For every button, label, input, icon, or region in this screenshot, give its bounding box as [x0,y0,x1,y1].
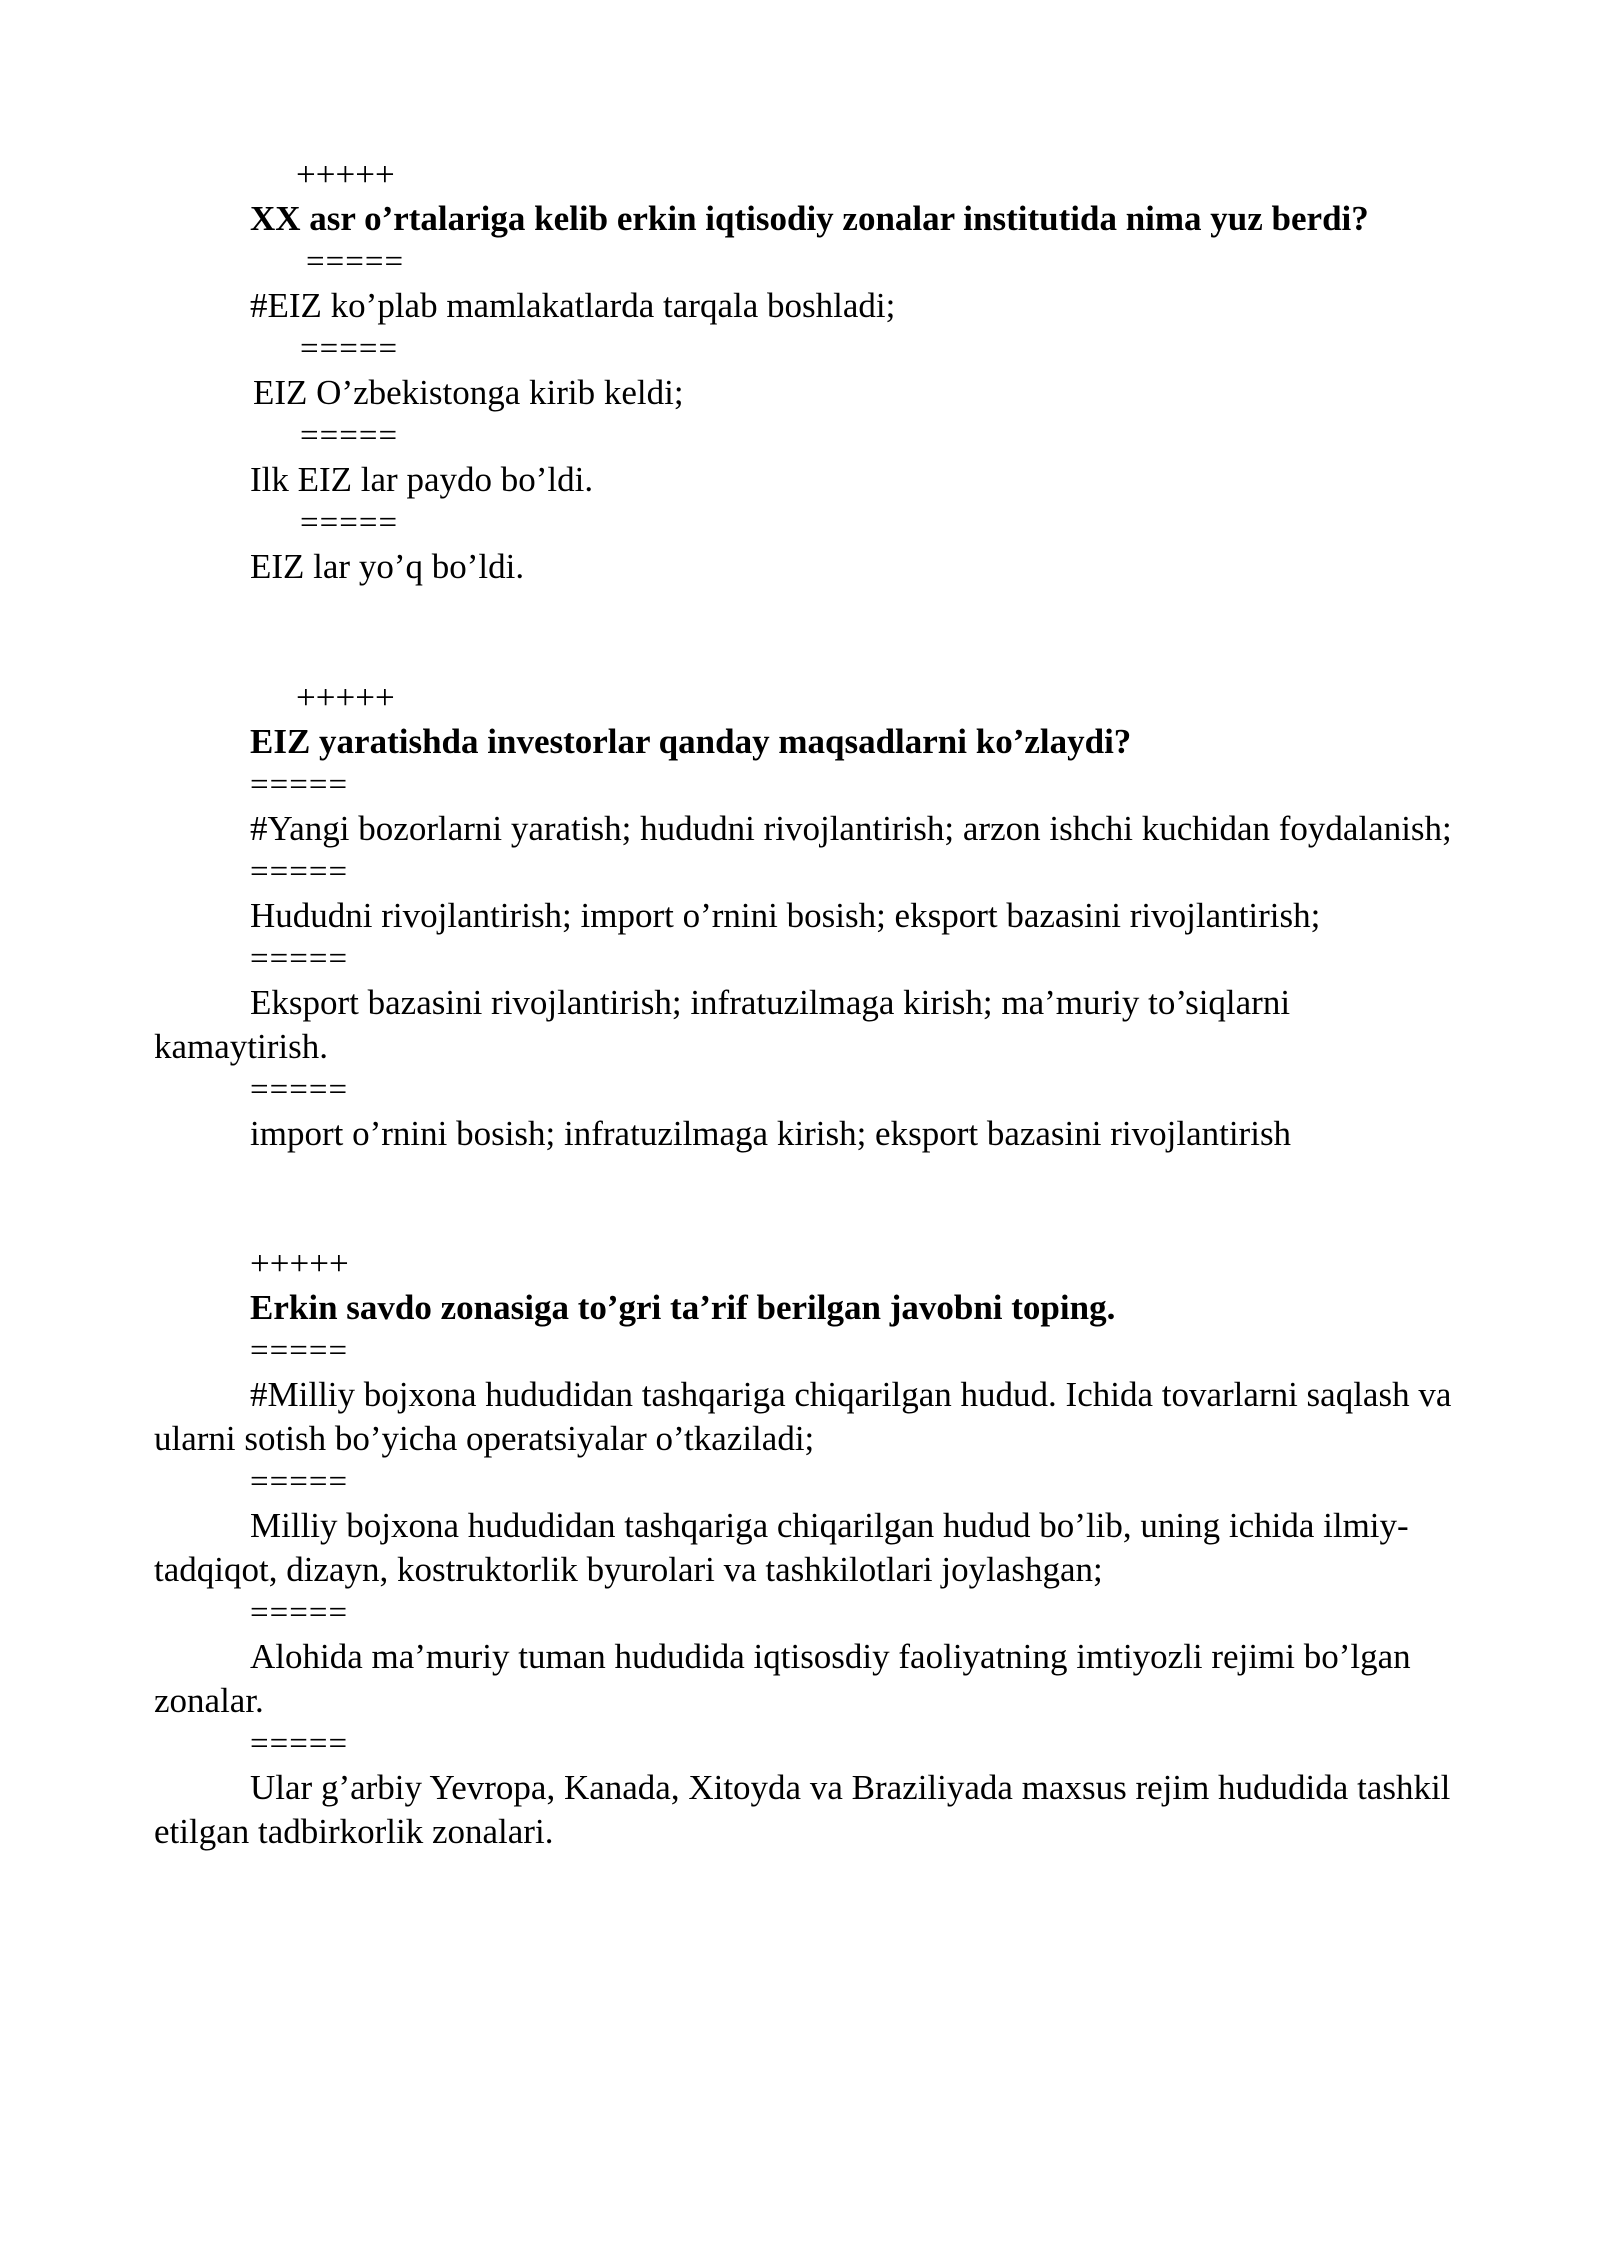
answer-option: EIZ lar yo’q bo’ldi. [250,547,525,586]
answer-separator: ===== [250,1333,349,1369]
question-marker: +++++ [250,1244,349,1283]
question-title: EIZ yaratishda investorlar qanday maqsadlarni ko’zlaydi? [250,722,1132,761]
answer-option: Alohida ma’muriy tuman hududida iqtisosdiy faoliyatning imtiyozli rejimi bo’lgan zonalar. [154,1637,1411,1720]
question-marker: +++++ [296,155,395,194]
question-block-1 [154,153,1454,589]
question-marker: +++++ [296,678,395,717]
answer-option: Hududni rivojlantirish; import o’rnini bosish; eksport bazasini rivojlantirish; [250,896,1321,935]
answer-separator: ===== [300,418,399,454]
answer-option: Ular g’arbiy Yevropa, Kanada, Xitoyda va Braziliyada maxsus rejim hududida tashkil etilgan tadbirkorlik zonalari. [154,1768,1451,1851]
answer-option: Ilk EIZ lar paydo bo’ldi. [250,460,594,499]
answer-separator: ===== [306,244,405,280]
answer-separator: ===== [250,1464,349,1500]
answer-separator: ===== [250,941,349,977]
answer-separator: ===== [250,767,349,803]
answer-option: Milliy bojxona hududidan tashqariga chiqarilgan hudud bo’lib, uning ichida ilmiy- tadqiqot, dizayn, kostruktorlik byurolari va tashkilotlari joylashgan; [154,1506,1409,1589]
answer-separator: ===== [300,331,399,367]
answer-option: #Milliy bojxona hududidan tashqariga chiqarilgan hudud. Ichida tovarlarni saqlash va ularni sotish bo’yicha operatsiyalar o’tkaziladi; [154,1375,1452,1458]
answer-option: Eksport bazasini rivojlantirish; infratuzilmaga kirish; ma’muriy to’siqlarni kamaytirish. [154,983,1291,1066]
answer-separator: ===== [250,1726,349,1762]
answer-option: import o’rnini bosish; infratuzilmaga kirish; eksport bazasini rivojlantirish [250,1114,1292,1153]
question-title: XX asr o’rtalariga kelib erkin iqtisodiy zonalar institutida nima yuz berdi? [250,199,1369,238]
answer-separator: ===== [250,1072,349,1108]
question-title: Erkin savdo zonasiga to’gri ta’rif berilgan javobni toping. [250,1288,1116,1327]
answer-option: EIZ O’zbekistonga kirib keldi; [253,373,684,412]
answer-separator: ===== [250,1595,349,1631]
answer-option: #EIZ ko’plab mamlakatlarda tarqala boshladi; [250,286,896,325]
question-block-3 [154,1242,1454,1854]
question-block-2 [154,676,1454,1156]
answer-separator: ===== [250,854,349,890]
answer-option: #Yangi bozorlarni yaratish; hududni rivojlantirish; arzon ishchi kuchidan foydalanish; [250,809,1452,848]
answer-separator: ===== [300,505,399,541]
